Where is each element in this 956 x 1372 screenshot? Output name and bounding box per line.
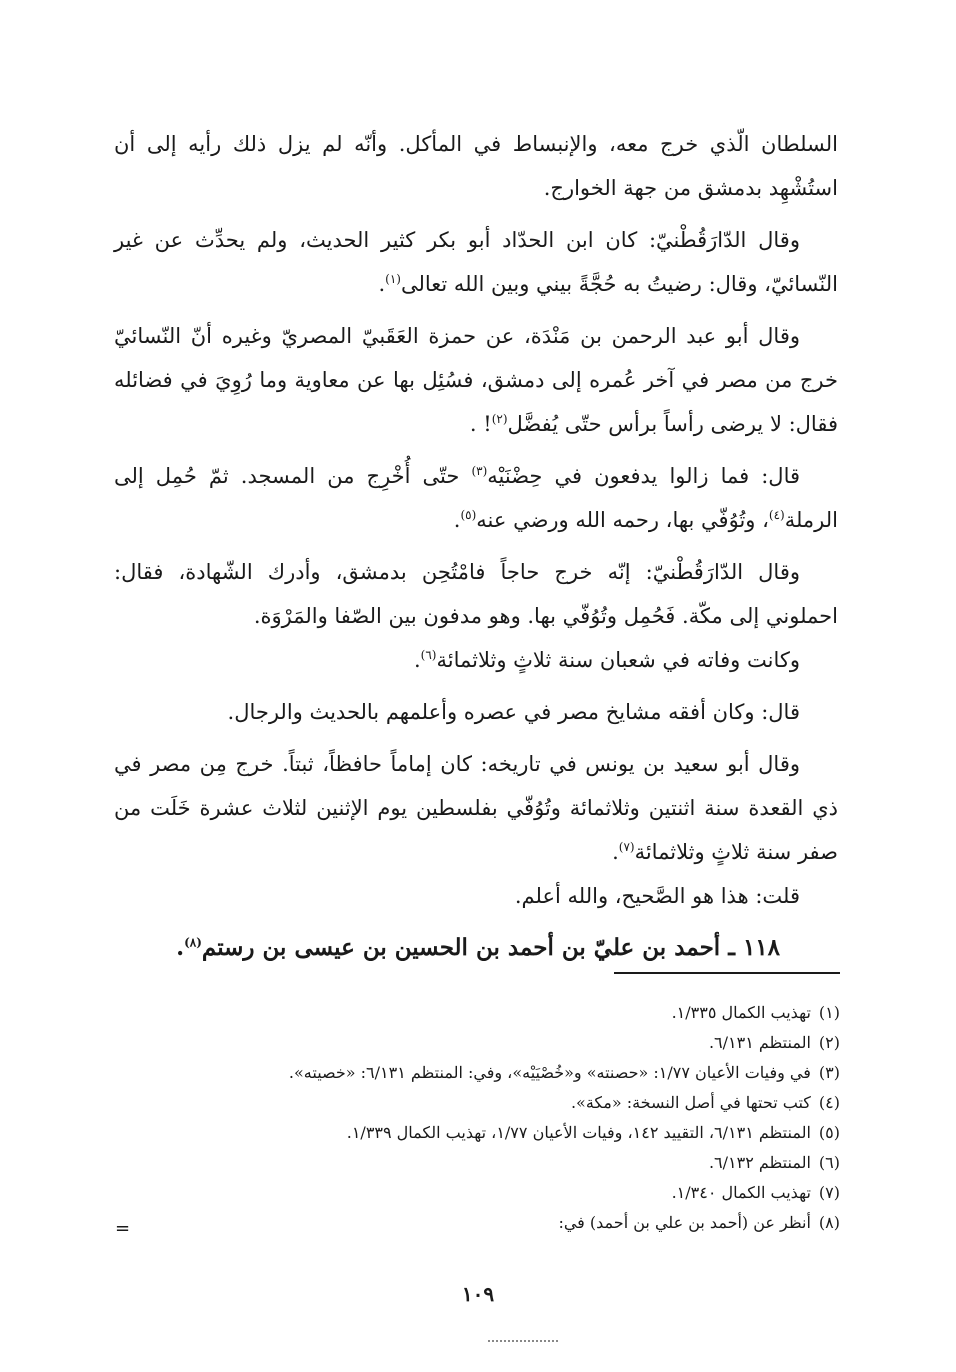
- footnote-ref[interactable]: (١): [385, 272, 401, 286]
- footnote: (٤) كتب تحتها في أصل النسخة: «مكة».: [570, 1093, 840, 1112]
- footnote-ref[interactable]: (٨): [184, 935, 202, 950]
- footnote: (٢) المنتظم ٦/١٣١.: [708, 1033, 840, 1052]
- footnote: (٧) تهذيب الكمال ١/٣٤٠.: [671, 1183, 840, 1202]
- footnote-ref[interactable]: (٢): [491, 412, 508, 426]
- entry-heading: ١١٨ ـ أحمد بن عليّ بن أحمد بن الحسين بن عيسى بن رستم$^{(٨)}$.: [176, 934, 780, 961]
- footnote-ref[interactable]: (٧): [618, 840, 635, 854]
- footnote: (٣) في وفيات الأعيان ١/٧٧: «حصنته» و«خُصْيَيْه»، وفي: المنتظم ٦/١٣١: «خصيته».: [288, 1063, 840, 1082]
- main-text: [114, 122, 838, 978]
- footnote: (٦) المنتظم ٦/١٣٢.: [708, 1153, 840, 1172]
- paragraph: قال: وكان أفقه مشايخ مصر في عصره وأعلمهم بالحديث والرجال.: [227, 700, 800, 724]
- footnote: (٨) أنظر عن (أحمد بن علي بن أحمد) في:: [558, 1213, 840, 1232]
- paragraph: وقال أبو عبد الرحمن بن مَنْدَة، عن حمزة العَقَبيّ المصريّ وغيره أنّ النّسائيّ خرج من مصر في آخر عُمره إلى دمشق، فسُئِل بها عن معاوية وما رُوِيَ في فضائله فقال: لا يرضى رأساً برأس حتّى يُفضَّل$^{(٢)}$! .: [114, 324, 838, 436]
- footnote: (١) تهذيب الكمال ١/٣٣٥.: [671, 1003, 840, 1022]
- paragraph: وقال الدّارَقُطْنيّ: إنّه خرج حاجاً فامْتُحِن بدمشق، وأدرك الشّهادة، فقال: احملوني إلى مكّة. فَحُمِل وتُوُفّي بها. وهو مدفون بين الصّفا والمَرْوَة.: [114, 560, 838, 628]
- paragraph: قلت: هذا هو الصَّحيح، والله أعلم.: [514, 884, 800, 908]
- page-number: ١٠٩: [461, 1282, 495, 1306]
- paragraph: وكانت وفاته في شعبان سنة ثلاثٍ وثلاثمائة$^{(٦)}$.: [413, 648, 800, 672]
- footnote-ref[interactable]: (٤): [768, 508, 785, 522]
- footnote-ref[interactable]: (٦): [420, 648, 437, 662]
- paragraph: وقال أبو سعيد بن يونس في تاريخه: كان إماماً حافظاً، ثبتاً. خرج مِن مصر في ذي القعدة سنة اثنتين وثلاثمائة وتُوُفّي بفلسطين يوم الإثنين لثلاث عشرة خَلَت من صفر سنة ثلاثٍ وثلاثمائة$^{(٧)}$.: [114, 752, 838, 864]
- footnote-ref[interactable]: (٥): [460, 508, 477, 522]
- footnote-ref[interactable]: (٣): [471, 464, 488, 478]
- footnote: (٥) المنتظم ٦/١٣١، التقييد ١٤٢، وفيات الأعيان ١/٧٧، تهذيب الكمال ١/٣٣٩.: [346, 1123, 840, 1142]
- paragraph: السلطان الّذي خرج معه، والإنبساط في المأكل. وأنّه لم يزل ذلك رأيه إلى أن استُشْهِد بدمشق من جهة الخوارج.: [114, 132, 838, 200]
- scan-artifact-dots: [488, 1340, 558, 1342]
- footnotes: [116, 998, 840, 1238]
- paragraph: وقال الدّارَقُطْنيّ: كان ابن الحدّاد أبو بكر كثير الحديث، ولم يحدِّث عن غير النّسائيّ، وقال: رضيتُ به حُجَّةً بيني وبين الله تعالى$^{(١)}$.: [114, 228, 838, 296]
- paragraph: قال: فما زالوا يدفعون في حِضْنَيْه$^{(٣)}$ حتّى أُخْرِج من المسجد. ثمّ حُمِل إلى الرملة$^{(٤)}$، وتُوُفّي بها، رحمه الله ورضي عنه$^{(٥)}$.: [114, 464, 838, 532]
- continuation-mark: =: [115, 1218, 131, 1239]
- footnote-separator: [614, 972, 840, 974]
